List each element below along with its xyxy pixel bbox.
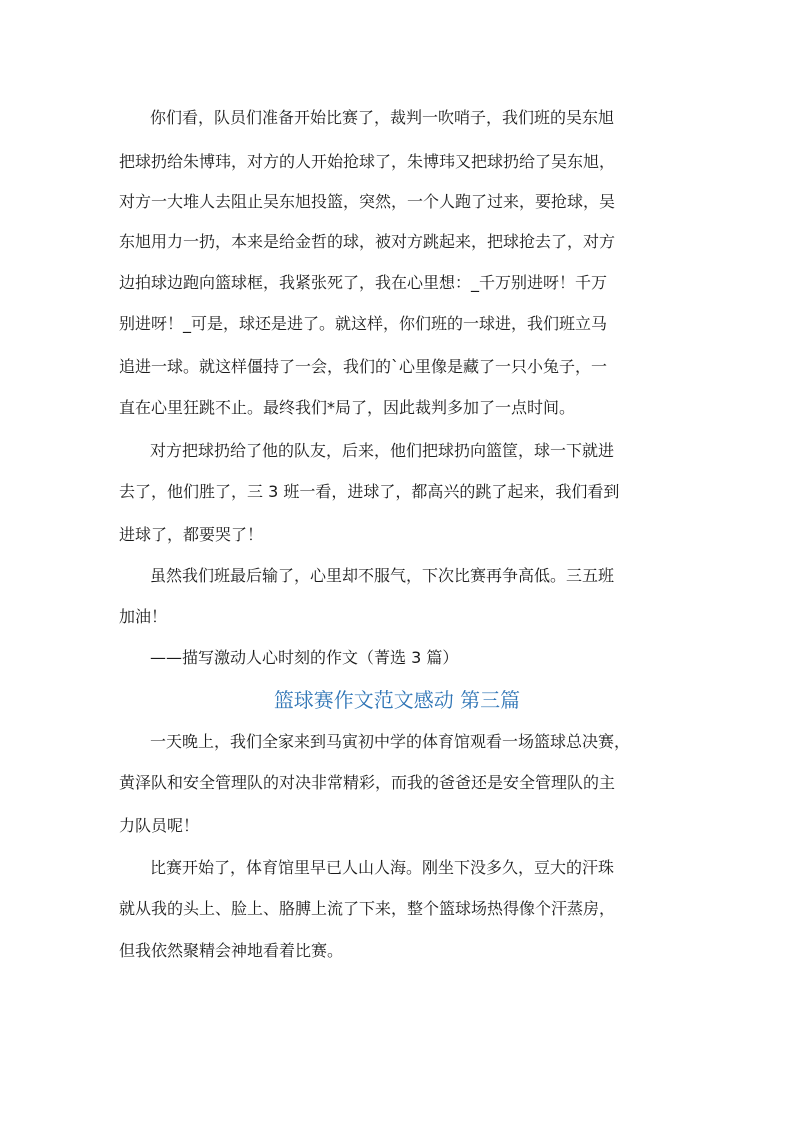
- text-line: 但我依然聚精会神地看着比赛。: [119, 941, 344, 960]
- text-line: 虽然我们班最后输了，心里却不服气，下次比赛再争高低。三五班: [150, 566, 615, 585]
- text-line: 加油！: [119, 607, 168, 626]
- text-line: 直在心里狂跳不止。最终我们*局了，因此裁判多加了一点时间。: [119, 398, 576, 417]
- text-line: 一天晚上，我们全家来到马寅初中学的体育馆观看一场篮球总决赛，: [150, 732, 631, 751]
- text-line: 去了，他们胜了，三 3 班一看，进球了，都高兴的跳了起来，我们看到: [119, 482, 620, 501]
- text-line: 追进一球。就这样僵持了一会，我们的`心里像是藏了一只小兔子，一: [119, 357, 608, 376]
- article-subtitle: ——描写激动人心时刻的作文（菁选 3 篇）: [150, 648, 459, 667]
- text-line: 黄泽队和安全管理队的对决非常精彩，而我的爸爸还是安全管理队的主: [119, 773, 616, 792]
- text-line: 就从我的头上、脸上、胳膊上流了下来，整个篮球场热得像个汗蒸房，: [119, 899, 616, 918]
- text-line: 你们看，队员们准备开始比赛了，裁判一吹哨子，我们班的吴东旭: [150, 108, 615, 127]
- text-line: 进球了，都要哭了！: [119, 525, 264, 544]
- text-line: 把球扔给朱博玮，对方的人开始抢球了，朱博玮又把球扔给了吴东旭，: [119, 152, 616, 171]
- text-line: 边拍球边跑向篮球框，我紧张死了，我在心里想：_千万别进呀！千万: [119, 273, 608, 292]
- text-line: 对方一大堆人去阻止吴东旭投篮，突然，一个人跑了过来，要抢球，吴: [119, 192, 616, 211]
- section-heading: 篮球赛作文范文感动 第三篇: [273, 688, 521, 712]
- text-line: 别进呀！_可是，球还是进了。就这样，你们班的一球进，我们班立马: [119, 314, 608, 333]
- text-line: 东旭用力一扔，本来是给金哲的球，被对方跳起来，把球抢去了，对方: [119, 232, 616, 251]
- text-line: 力队员呢！: [119, 816, 200, 835]
- text-line: 对方把球扔给了他的队友，后来，他们把球扔向篮筐，球一下就进: [150, 441, 615, 460]
- text-line: 比赛开始了，体育馆里早已人山人海。刚坐下没多久，豆大的汗珠: [150, 858, 615, 877]
